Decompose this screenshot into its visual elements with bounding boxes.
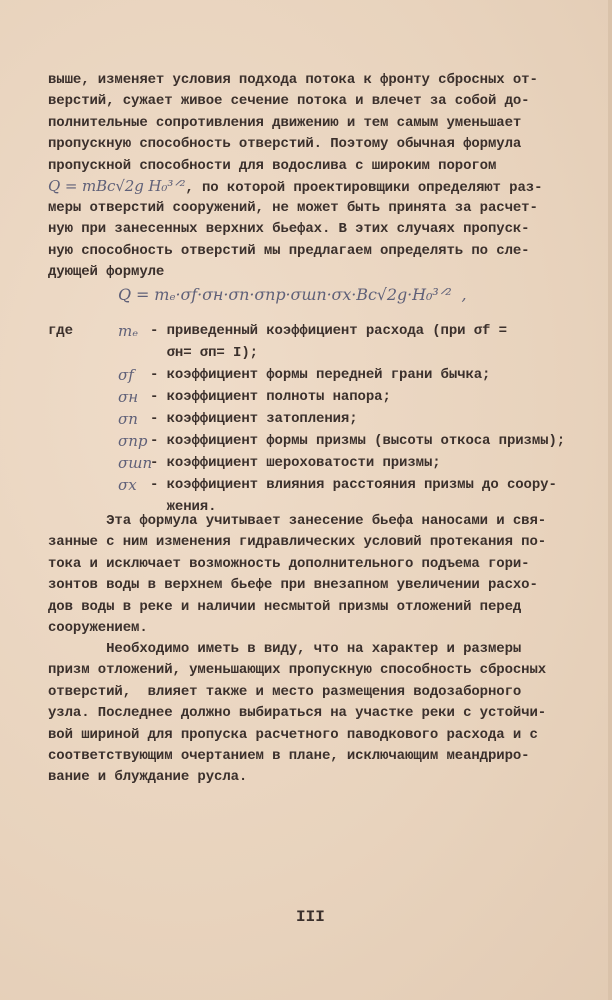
- definition-symbol: mₑ: [118, 322, 139, 340]
- line-text: , по которой проектировщики определяют раз-: [185, 180, 543, 196]
- page-edge: [608, 0, 612, 1000]
- definition-text: - коэффициент полноты напора;: [150, 389, 391, 405]
- text-line: пропускную способность отверстий. Поэтому обычная формула: [48, 136, 522, 153]
- text-line: сооружением.: [48, 620, 148, 636]
- text-line: узла. Последнее должно выбираться на участке реки с устойчи-: [48, 705, 547, 722]
- inline-formula: Q = mBc√2g H₀³ᐟ²: [48, 177, 186, 195]
- definition-text: - приведенный коэффициент расхода (при σf =: [150, 323, 507, 339]
- definition-text: - коэффициент формы передней грани бычка;: [150, 367, 491, 383]
- definition-symbol: σшп: [118, 454, 153, 472]
- text-line: меры отверстий сооружений, не может быть принята за расчет-: [48, 200, 538, 216]
- text-line: дующей формуле: [48, 264, 165, 281]
- text-line: полнительные сопротивления движению и тем самым уменьшает: [48, 114, 522, 131]
- text-line: занные с ним изменения гидравлических условий протекания по-: [48, 534, 547, 551]
- text-line: пропускной способности для водослива с широким порогом: [48, 157, 497, 174]
- text-line: вание и блуждание русла.: [48, 769, 248, 786]
- text-line: ную при занесенных верхних бьефах. В этих случаях пропуск-: [48, 221, 530, 238]
- definition-symbol: σпр: [118, 432, 148, 450]
- definition-text: - коэффициент шероховатости призмы;: [150, 455, 441, 471]
- text-line: тока и исключает возможность дополнительного подъема гори-: [48, 555, 530, 572]
- text-line: призм отложений, уменьшающих пропускную способность сбросных: [48, 662, 547, 679]
- text-line: Необходимо иметь в виду, что на характер и размеры: [48, 641, 522, 657]
- definition-symbol: σf: [118, 366, 134, 384]
- definition-symbol: σн: [118, 388, 139, 406]
- text-line: Эта формула учитывает занесение бьефа наносами и свя-: [48, 513, 547, 529]
- text-line: вой шириной для пропуска расчетного паводкового расхода и с: [48, 726, 538, 743]
- where-label: где: [48, 323, 73, 339]
- text-line: зонтов воды в верхнем бьефе при внезапном увеличении расхо-: [48, 577, 538, 594]
- text-line: ную способность отверстий мы предлагаем определять по сле-: [48, 242, 530, 259]
- text-line: выше, изменяет условия подхода потока к фронту сбросных от-: [48, 72, 538, 88]
- definition-text: - коэффициент затопления;: [150, 411, 358, 427]
- page-number: III: [296, 908, 325, 926]
- definition-symbol: σп: [118, 410, 138, 428]
- text-line: верстий, сужает живое сечение потока и влечет за собой до-: [48, 93, 530, 110]
- text-line: дов воды в реке и наличии несмытой призмы отложений перед: [48, 598, 522, 615]
- definition-text: жения.: [150, 499, 217, 515]
- definition-symbol: σx: [118, 476, 137, 494]
- text-line: отверстий, влияет также и место размещения водозаборного: [48, 683, 522, 700]
- definition-text: σн= σп= I);: [150, 345, 258, 361]
- definition-text: - коэффициент влияния расстояния призмы до соору-: [150, 477, 557, 493]
- inline-formula-line: [48, 177, 542, 197]
- definition-text: - коэффициент формы призмы (высоты откоса призмы);: [150, 433, 566, 449]
- text-line: соответствующим очертанием в плане, исключающим меандриро-: [48, 748, 530, 764]
- main-formula: Q = mₑ·σf·σн·σп·σпр·σшп·σx·Bc√2g·H₀³ᐟ² ,: [118, 285, 467, 304]
